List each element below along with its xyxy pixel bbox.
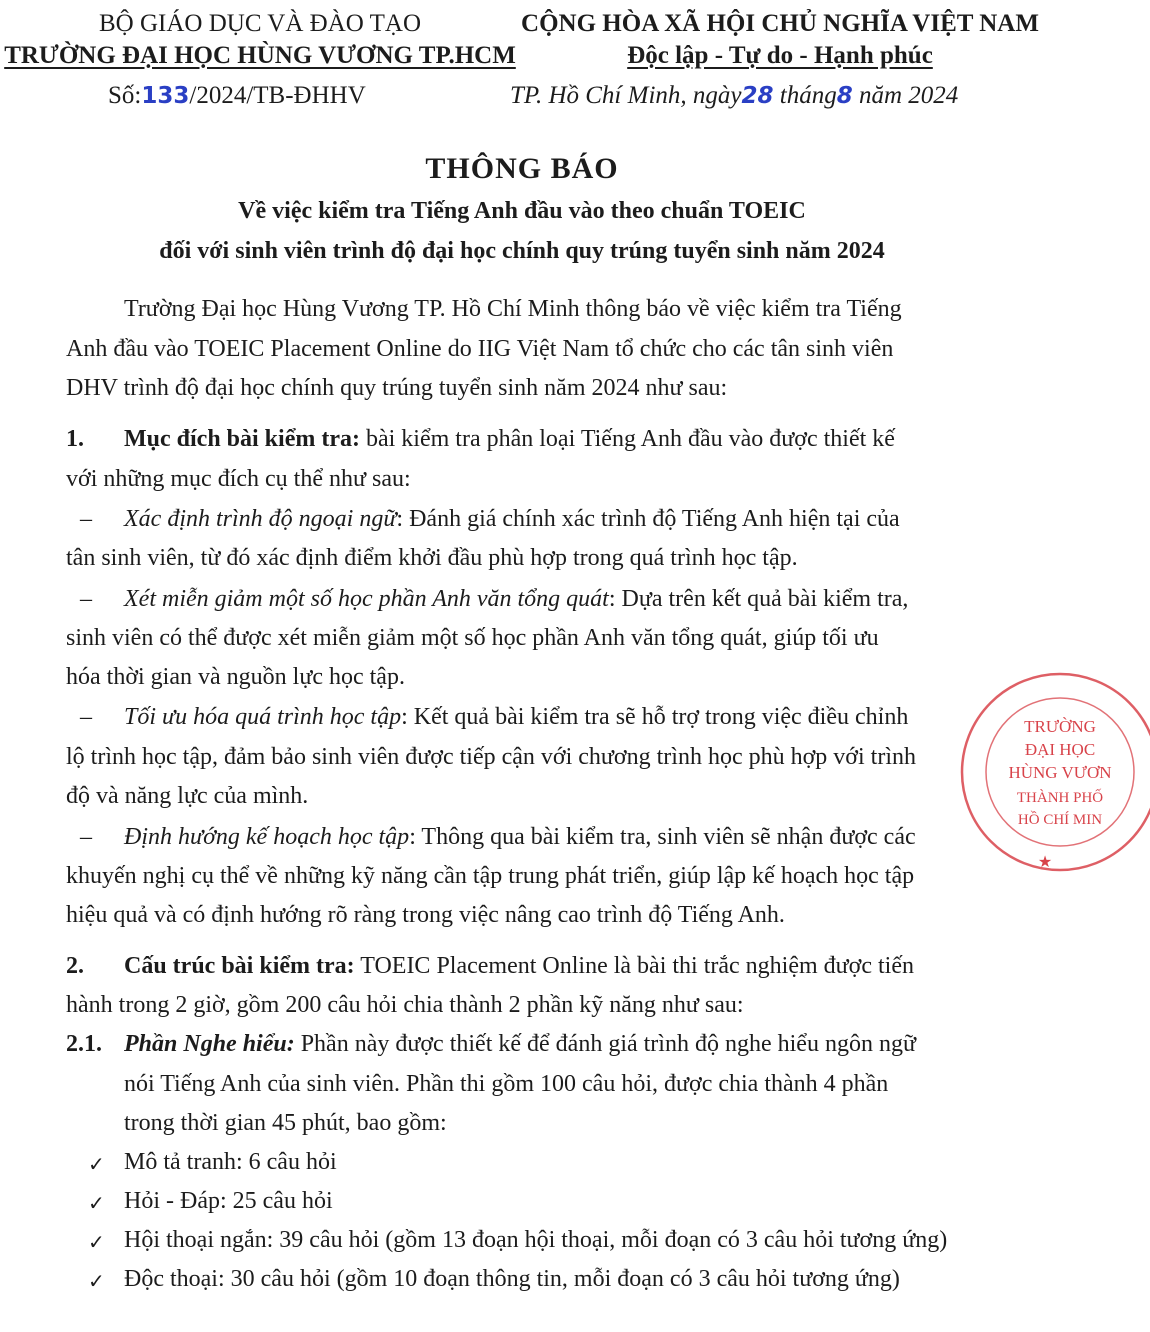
subsection-2-1-number: 2.1. [66,1031,102,1057]
document-title: THÔNG BÁO [425,152,619,185]
subsection-2-1-line: Phần Nghe hiểu: Phần này được thiết kế để đánh giá trình độ nghe hiểu ngôn ngữ [124,1031,916,1057]
bullet-dash: – [80,704,92,730]
section-1-heading: Mục đích bài kiểm tra: [124,426,360,452]
check-icon: ✓ [88,1232,105,1254]
purpose-item-2: Xét miễn giảm một số học phần Anh văn tổng quát: Dựa trên kết quả bài kiểm tra, [124,586,909,612]
intro-line-3: DHV trình độ đại học chính quy trúng tuyển sinh năm 2024 như sau: [66,375,728,401]
listening-part-4: Độc thoại: 30 câu hỏi (gồm 10 đoạn thông tin, mỗi đoạn có 3 câu hỏi tương ứng) [124,1266,900,1292]
national-header [500,8,1060,72]
seal-line-3: HÙNG VƯƠN [1008,763,1112,782]
document-number: Số:133/2024/TB-ĐHHV [108,82,366,109]
purpose-item-4-cont: khuyến nghị cụ thể về những kỹ năng cần tập trung phát triển, giúp lập kế hoạch học tập [66,863,915,889]
purpose-item-4: Định hướng kế hoạch học tập: Thông qua bài kiểm tra, sinh viên sẽ nhận được các [124,824,916,850]
listening-part-1: Mô tả tranh: 6 câu hỏi [124,1149,337,1175]
subsection-2-1-heading: Phần Nghe hiểu: [124,1031,295,1057]
handwritten-number: 133 [141,83,190,109]
listening-part-2: Hỏi - Đáp: 25 câu hỏi [124,1188,333,1214]
national-motto: Độc lập - Tự do - Hạnh phúc [627,42,933,69]
section-1-heading-line: Mục đích bài kiểm tra: bài kiểm tra phân loại Tiếng Anh đầu vào được thiết kế [124,426,895,452]
school-name: TRƯỜNG ĐẠI HỌC HÙNG VƯƠNG TP.HCM [4,42,516,69]
handwritten-day: 28 [741,83,774,109]
listening-part-3: Hội thoại ngắn: 39 câu hỏi (gồm 13 đoạn hội thoại, mỗi đoạn có 3 câu hỏi tương ứng) [124,1227,948,1253]
bullet-dash: – [80,506,92,532]
subtitle-line-2: đối với sinh viên trình độ đại học chính quy trúng tuyển sinh năm 2024 [159,238,885,264]
check-icon: ✓ [88,1271,105,1293]
purpose-item-1: Xác định trình độ ngoại ngữ: Đánh giá chính xác trình độ Tiếng Anh hiện tại của [124,506,900,532]
official-seal [950,672,1150,882]
purpose-item-3-cont: lộ trình học tập, đảm bảo sinh viên được tiếp cận với chương trình học phù hợp với trình [66,744,916,770]
section-2-line-2: hành trong 2 giờ, gồm 200 câu hỏi chia thành 2 phần kỹ năng như sau: [66,992,744,1018]
section-2-number: 2. [66,953,84,979]
ministry-name: BỘ GIÁO DỤC VÀ ĐÀO TẠO [99,10,421,37]
seal-line-1: TRƯỜNG [1024,717,1096,736]
bullet-dash: – [80,586,92,612]
section-2-heading-line: Cấu trúc bài kiểm tra: TOEIC Placement Online là bài thi trắc nghiệm được tiến [124,953,914,979]
check-icon: ✓ [88,1193,105,1215]
date-line: TP. Hồ Chí Minh, ngày28 tháng8 năm 2024 [510,82,959,109]
seal-line-2: ĐẠI HỌC [1024,740,1096,759]
subsection-2-1-line-2: nói Tiếng Anh của sinh viên. Phần thi gồm 100 câu hỏi, được chia thành 4 phần [124,1071,889,1097]
section-1-line-2: với những mục đích cụ thể như sau: [66,466,411,492]
seal-line-4: THÀNH PHỐ [1016,790,1104,806]
subsection-2-1-line-3: trong thời gian 45 phút, bao gồm: [124,1110,447,1136]
bullet-dash: – [80,824,92,850]
intro-line-1: Trường Đại học Hùng Vương TP. Hồ Chí Minh thông báo về việc kiểm tra Tiếng [124,296,902,322]
intro-line-2: Anh đầu vào TOEIC Placement Online do IIG Việt Nam tổ chức cho các tân sinh viên [66,336,894,362]
purpose-item-3: Tối ưu hóa quá trình học tập: Kết quả bài kiểm tra sẽ hỗ trợ trong việc điều chỉnh [124,704,909,730]
purpose-item-4-cont2: hiệu quả và có định hướng rõ ràng trong việc nâng cao trình độ Tiếng Anh. [66,902,785,928]
republic-name: CỘNG HÒA XÃ HỘI CHỦ NGHĨA VIỆT NAM [521,10,1039,37]
seal-line-5: HỒ CHÍ MIN [1017,812,1103,828]
purpose-item-2-cont2: hóa thời gian và nguồn lực học tập. [66,664,405,690]
section-2-heading: Cấu trúc bài kiểm tra: [124,953,355,979]
issuer-block [0,8,520,72]
subtitle-line-1: Về việc kiểm tra Tiếng Anh đầu vào theo chuẩn TOEIC [238,198,806,224]
handwritten-month: 8 [836,83,853,109]
purpose-item-3-cont2: độ và năng lực của mình. [66,783,309,809]
seal-star-icon: ★ [1037,854,1053,871]
check-icon: ✓ [88,1154,105,1176]
section-1-number: 1. [66,426,84,452]
purpose-item-2-cont: sinh viên có thể được xét miễn giảm một số học phần Anh văn tổng quát, giúp tối ưu [66,625,879,651]
purpose-item-1-cont: tân sinh viên, từ đó xác định điểm khởi đầu phù hợp trong quá trình học tập. [66,545,798,571]
